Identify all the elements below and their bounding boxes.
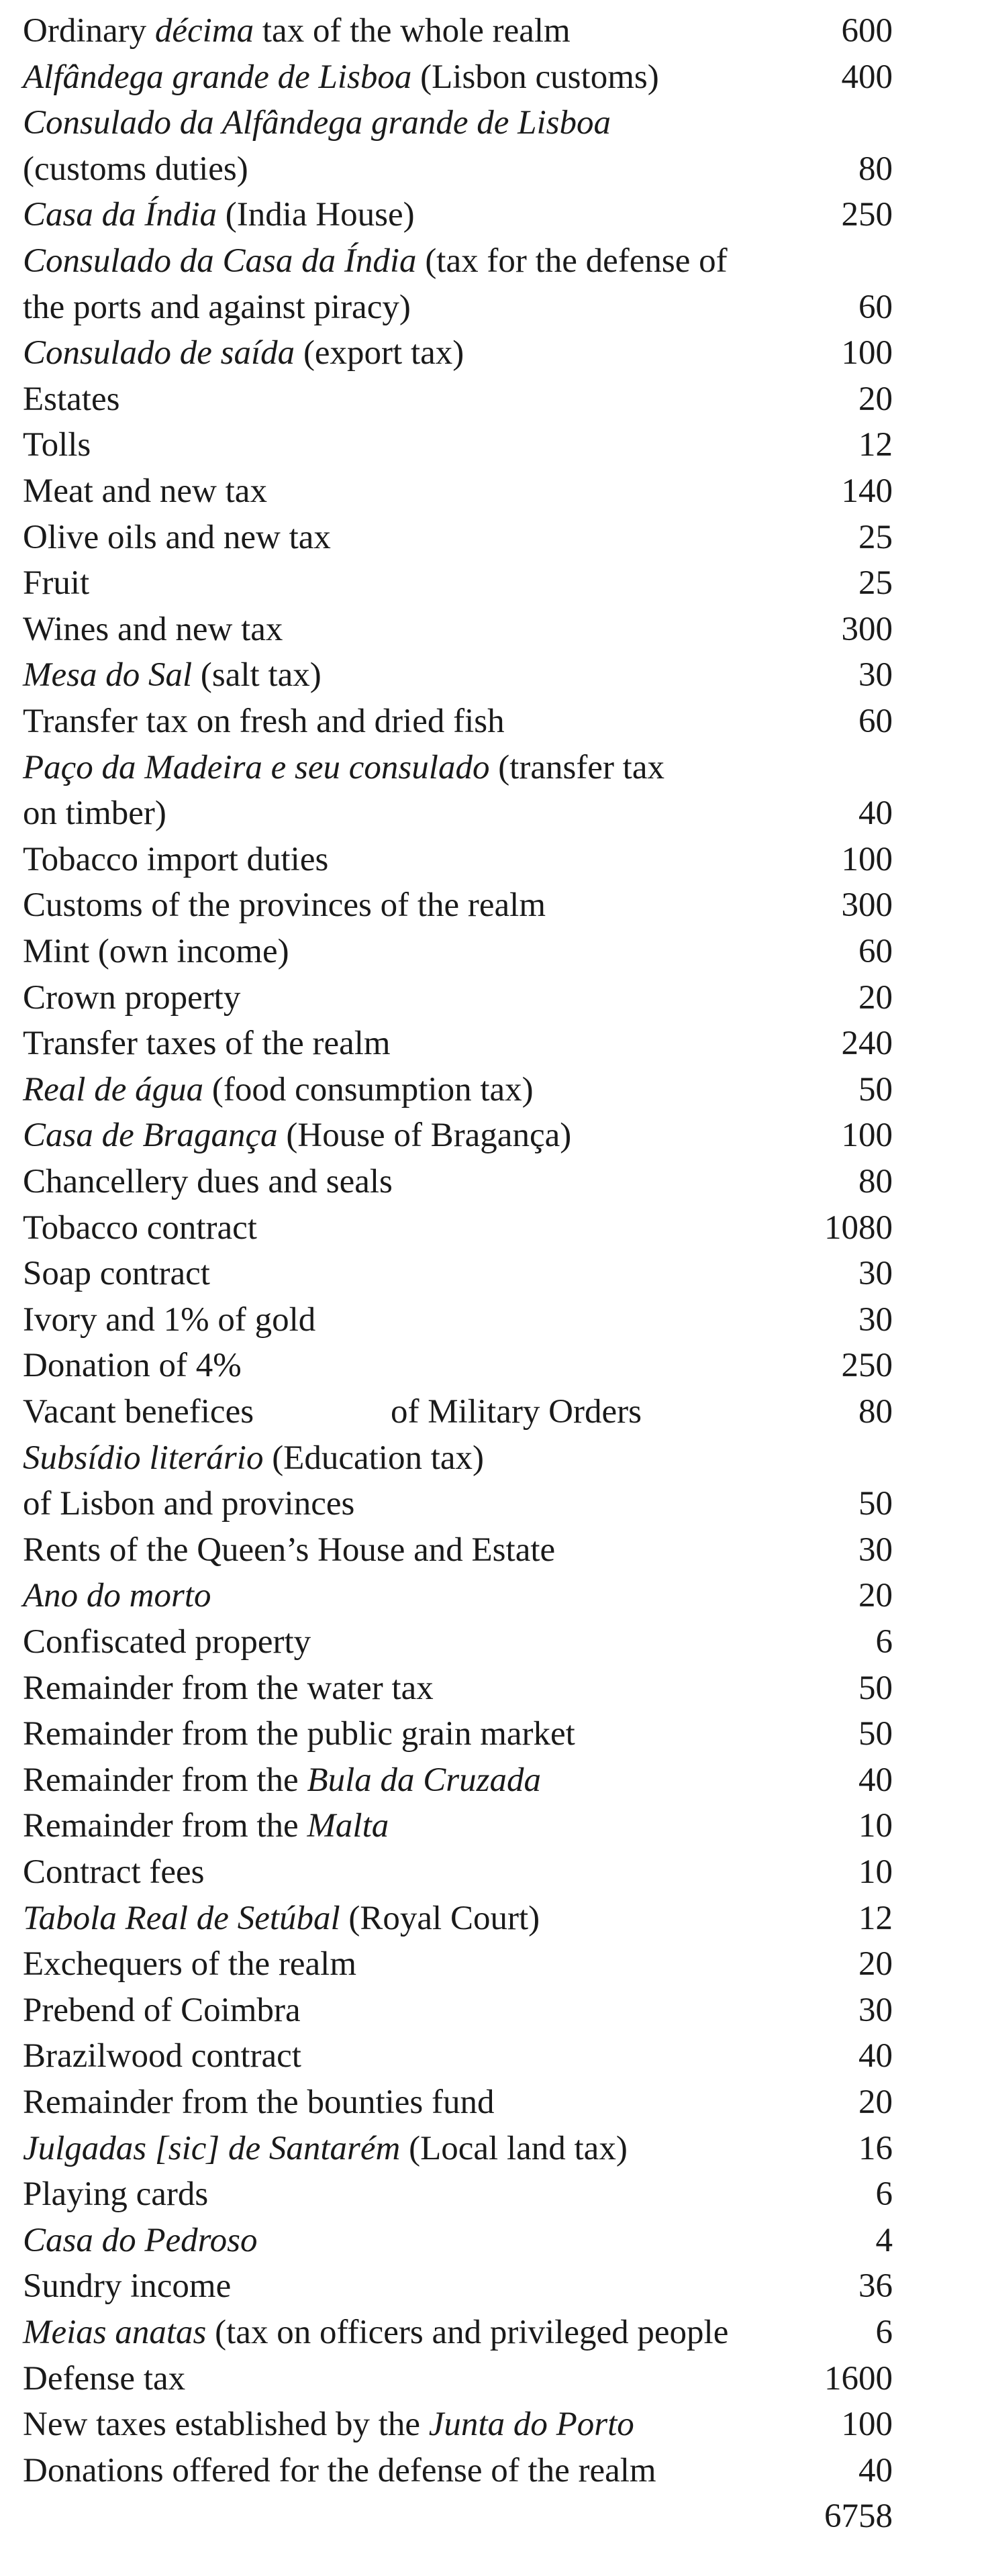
table-row <box>23 1389 893 1435</box>
row-label <box>23 1757 541 1803</box>
row-value: 60 <box>858 288 893 326</box>
row-value: 25 <box>858 564 893 603</box>
table-row <box>23 652 893 698</box>
text: Fruit <box>23 564 90 603</box>
row-value: 1600 <box>824 2359 893 2398</box>
row-value: 30 <box>858 1255 893 1293</box>
italic-text: Casa da Índia <box>23 196 217 234</box>
row-value: 80 <box>858 1163 893 1200</box>
table-row <box>23 882 893 928</box>
text: (India House) <box>217 196 415 234</box>
row-value: 100 <box>841 840 893 878</box>
row-label <box>23 2171 208 2217</box>
row-value: 20 <box>858 1577 893 1615</box>
row-label <box>23 376 119 422</box>
text: Donations offered for the defense of the realm <box>23 2451 656 2489</box>
table-row <box>23 1988 893 2033</box>
table-row <box>23 1159 893 1204</box>
text: (Local land tax) <box>400 2129 628 2167</box>
total-value: 6758 <box>824 2497 893 2536</box>
italic-text: Ano do morto <box>23 1577 211 1615</box>
table-row <box>23 2310 893 2355</box>
row-value: 30 <box>858 656 893 694</box>
text: Remainder from the public grain market <box>23 1715 575 1753</box>
row-value: 50 <box>858 1485 893 1523</box>
table-row <box>23 790 893 836</box>
row-value: 60 <box>858 703 893 740</box>
row-label <box>23 285 411 330</box>
row-value: 30 <box>858 1531 893 1569</box>
row-value: 10 <box>858 1807 893 1845</box>
text: Soap contract <box>23 1255 210 1293</box>
table-row <box>23 1067 893 1113</box>
table-row <box>23 745 893 790</box>
italic-text: Subsídio literário <box>23 1439 264 1477</box>
text: Playing cards <box>23 2175 209 2214</box>
table-row <box>23 2402 893 2447</box>
text: (tax for the defense of <box>416 242 728 280</box>
text: (salt tax) <box>192 656 322 694</box>
row-label <box>23 100 611 146</box>
text: Rents of the Queen’s House and Estate <box>23 1531 556 1569</box>
total-row <box>23 2493 893 2539</box>
row-label <box>23 1113 571 1158</box>
table-row <box>23 929 893 974</box>
row-label <box>23 1343 242 1388</box>
row-value: 6 <box>875 2175 893 2214</box>
text: Remainder from the <box>23 1807 307 1845</box>
italic-text: décima <box>154 12 254 50</box>
table-row <box>23 1803 893 1849</box>
row-value: 12 <box>858 1899 893 1937</box>
italic-text: Mesa do Sal <box>23 656 193 694</box>
text: of Lisbon and provinces <box>23 1485 355 1523</box>
row-label <box>23 422 91 468</box>
row-label <box>23 2079 495 2125</box>
text: Tolls <box>23 426 91 464</box>
row-label <box>23 2126 628 2171</box>
row-label <box>23 2033 301 2079</box>
text: Prebend of Coimbra <box>23 1991 301 2029</box>
italic-text: Junta do Porto <box>428 2406 634 2444</box>
table-row <box>23 560 893 606</box>
row-value: 4 <box>875 2221 893 2259</box>
table-row <box>23 192 893 238</box>
row-label <box>23 1481 354 1527</box>
row-value: 20 <box>858 380 893 418</box>
row-value: 50 <box>858 1715 893 1753</box>
table-row <box>23 100 893 146</box>
text: Tobacco contract <box>23 1208 257 1247</box>
row-value: 30 <box>858 1991 893 2029</box>
row-value: 80 <box>858 150 893 188</box>
table-row <box>23 1205 893 1251</box>
row-label <box>23 1159 393 1204</box>
row-value: 20 <box>858 2083 893 2121</box>
text: (transfer tax <box>489 748 664 786</box>
table-row <box>23 1757 893 1803</box>
italic-text: Real de água <box>23 1070 204 1109</box>
row-label <box>23 607 283 652</box>
row-label <box>23 54 659 100</box>
text: Exchequers of the realm <box>23 1945 357 1983</box>
text: (export tax) <box>295 334 464 372</box>
row-value: 300 <box>841 886 893 925</box>
text: (House of Bragança) <box>277 1117 572 1155</box>
text: Ordinary <box>23 12 155 50</box>
table-row <box>23 285 893 330</box>
italic-text: Paço da Madeira e seu consulado <box>23 748 490 786</box>
table-row <box>23 1665 893 1711</box>
row-value: 6 <box>875 1623 893 1661</box>
row-label <box>23 468 267 514</box>
table-row <box>23 1021 893 1066</box>
row-value: 36 <box>858 2267 893 2306</box>
row-label <box>23 2402 634 2447</box>
text: Chancellery dues and seals <box>23 1163 393 1200</box>
row-label <box>23 1803 389 1849</box>
table-row <box>23 146 893 192</box>
italic-text: Meias anatas <box>23 2314 207 2351</box>
table-row <box>23 2263 893 2309</box>
italic-text: Consulado da Alfândega grande de Lisboa <box>23 104 611 142</box>
row-value: 10 <box>858 1853 893 1891</box>
row-label <box>23 146 248 192</box>
text: Tobacco import duties <box>23 840 329 878</box>
text: (customs duties) <box>23 150 248 188</box>
italic-text: Casa de Bragança <box>23 1117 278 1155</box>
table-row <box>23 2356 893 2402</box>
table-row <box>23 2126 893 2171</box>
row-value: 16 <box>858 2129 893 2167</box>
row-label <box>23 1711 575 1757</box>
row-label <box>23 2448 656 2493</box>
row-label <box>23 1389 642 1435</box>
text: Confiscated property <box>23 1623 311 1661</box>
row-label <box>23 745 664 790</box>
row-label <box>23 8 571 54</box>
row-label <box>23 1527 555 1573</box>
italic-text: Casa do Pedroso <box>23 2221 258 2259</box>
row-value: 250 <box>841 1347 893 1385</box>
row-label <box>23 192 415 238</box>
table-row <box>23 1896 893 1941</box>
row-value: 60 <box>858 933 893 970</box>
text: Customs of the provinces of the realm <box>23 886 546 925</box>
text: (food consumption tax) <box>203 1070 534 1109</box>
text: Transfer taxes of the realm <box>23 1025 391 1063</box>
row-value: 80 <box>858 1393 893 1431</box>
text: Olive oils and new tax <box>23 518 331 556</box>
row-label <box>23 515 331 560</box>
row-label <box>23 882 546 928</box>
row-label <box>23 790 166 836</box>
text: Remainder from the water tax <box>23 1669 434 1707</box>
text: (Lisbon customs) <box>411 58 659 96</box>
text: Wines and new tax <box>23 610 283 648</box>
table-row <box>23 376 893 422</box>
table-row <box>23 1113 893 1158</box>
text: Vacant benefices of Military Orders <box>23 1393 642 1431</box>
table-row <box>23 238 893 284</box>
table-row <box>23 1343 893 1388</box>
text: the ports and against piracy) <box>23 288 411 326</box>
row-label <box>23 1021 391 1066</box>
row-label <box>23 1297 315 1343</box>
table-row <box>23 607 893 652</box>
table-row <box>23 1941 893 1987</box>
table-row <box>23 975 893 1021</box>
italic-text: Julgadas [sic] de Santarém <box>23 2129 401 2167</box>
row-value: 600 <box>841 12 893 50</box>
italic-text: Malta <box>307 1807 389 1845</box>
table-row <box>23 2079 893 2125</box>
table-row <box>23 468 893 514</box>
row-value: 100 <box>841 334 893 372</box>
row-label <box>23 1849 204 1895</box>
text: (tax on officers and privileged people <box>206 2314 729 2351</box>
table-row <box>23 8 893 54</box>
italic-text: Bula da Cruzada <box>307 1761 541 1799</box>
row-value: 30 <box>858 1300 893 1339</box>
table-row <box>23 1481 893 1527</box>
text: (Education tax) <box>263 1439 484 1477</box>
table-row <box>23 330 893 376</box>
row-value: 50 <box>858 1669 893 1707</box>
table-row <box>23 2448 893 2493</box>
row-value: 100 <box>841 1117 893 1155</box>
italic-text: Consulado da Casa da Índia <box>23 242 417 280</box>
table-row <box>23 1251 893 1296</box>
row-value: 40 <box>858 2451 893 2489</box>
row-value: 1080 <box>824 1208 893 1247</box>
table-row <box>23 1849 893 1895</box>
text: tax of the whole realm <box>254 12 571 50</box>
row-value: 300 <box>841 610 893 648</box>
row-label <box>23 2310 728 2355</box>
table-row <box>23 1435 893 1481</box>
text: Estates <box>23 380 120 418</box>
row-label <box>23 2263 231 2309</box>
table-row <box>23 2033 893 2079</box>
text: Remainder from the bounties fund <box>23 2083 495 2121</box>
text: Meat and new tax <box>23 472 267 510</box>
italic-text: Consulado de saída <box>23 334 295 372</box>
italic-text: Alfândega grande de Lisboa <box>23 58 412 96</box>
table-row <box>23 2171 893 2217</box>
row-value: 40 <box>858 794 893 833</box>
row-value: 20 <box>858 978 893 1017</box>
row-value: 240 <box>841 1025 893 1063</box>
row-value: 140 <box>841 472 893 510</box>
row-value: 40 <box>858 2037 893 2075</box>
row-label <box>23 2356 185 2402</box>
row-label <box>23 1619 311 1665</box>
table-row <box>23 837 893 882</box>
text: Sundry income <box>23 2267 232 2306</box>
row-label <box>23 652 322 698</box>
text: Transfer tax on fresh and dried fish <box>23 703 505 740</box>
row-value: 400 <box>841 58 893 96</box>
row-label <box>23 1665 434 1711</box>
row-label <box>23 699 505 744</box>
text: New taxes established by the <box>23 2406 429 2444</box>
text: on timber) <box>23 794 166 833</box>
row-label <box>23 1941 356 1987</box>
text: Mint (own income) <box>23 933 289 970</box>
row-label <box>23 1573 211 1618</box>
text: Remainder from the <box>23 1761 307 1799</box>
row-value: 40 <box>858 1761 893 1799</box>
text: Defense tax <box>23 2359 186 2398</box>
row-label <box>23 1067 534 1113</box>
row-label <box>23 975 240 1021</box>
row-label <box>23 1205 257 1251</box>
row-label <box>23 560 89 606</box>
row-label <box>23 1896 540 1941</box>
italic-text: Tabola Real de Setúbal <box>23 1899 340 1937</box>
text: Ivory and 1% of gold <box>23 1300 316 1339</box>
row-label <box>23 330 464 376</box>
row-label <box>23 1435 484 1481</box>
row-label <box>23 2218 257 2263</box>
table-row <box>23 1573 893 1618</box>
table-row <box>23 1711 893 1757</box>
table-row <box>23 1297 893 1343</box>
row-value: 25 <box>858 518 893 556</box>
row-value: 250 <box>841 196 893 234</box>
row-label <box>23 238 728 284</box>
table-row <box>23 422 893 468</box>
table-row <box>23 515 893 560</box>
row-value: 100 <box>841 2406 893 2444</box>
row-label <box>23 929 289 974</box>
row-label <box>23 837 328 882</box>
table-row <box>23 2218 893 2263</box>
table-row <box>23 54 893 100</box>
text: Crown property <box>23 978 241 1017</box>
row-label <box>23 1251 210 1296</box>
table-row <box>23 699 893 744</box>
text: Brazilwood contract <box>23 2037 301 2075</box>
row-label <box>23 1988 301 2033</box>
text: (Royal Court) <box>340 1899 540 1937</box>
row-value: 6 <box>875 2314 893 2351</box>
row-value: 50 <box>858 1070 893 1109</box>
text: Donation of 4% <box>23 1347 242 1385</box>
row-value: 20 <box>858 1945 893 1983</box>
row-value: 12 <box>858 426 893 464</box>
table-row <box>23 1619 893 1665</box>
table-row <box>23 1527 893 1573</box>
text: Contract fees <box>23 1853 205 1891</box>
